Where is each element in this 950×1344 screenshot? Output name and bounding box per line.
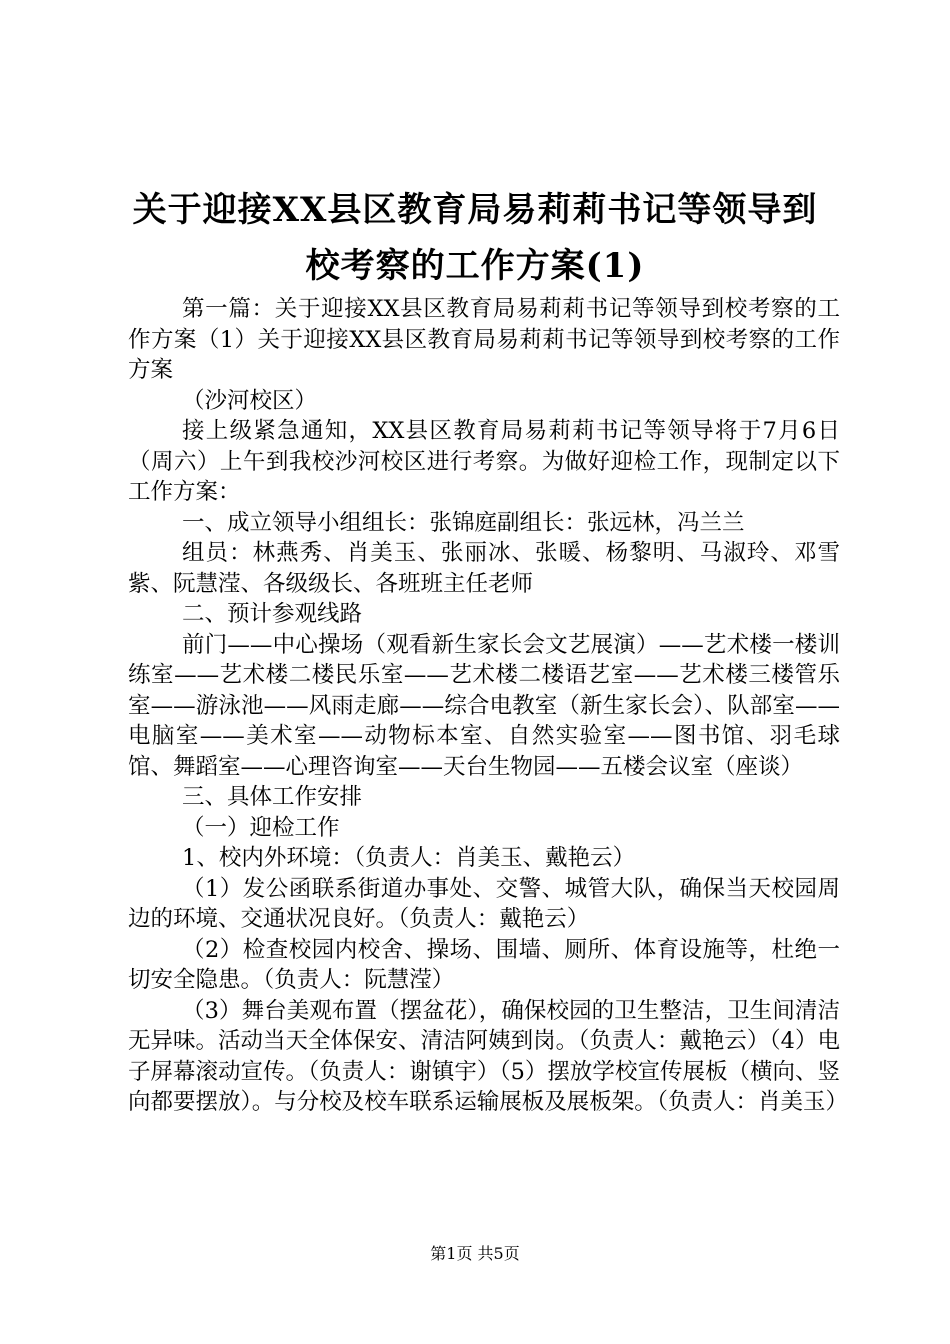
document-body — [128, 294, 849, 1118]
page-footer: 第1页 共5页 — [430, 1244, 520, 1263]
paragraph-intro: 第一篇：关于迎接XX县区教育局易莉莉书记等领导到校考察的工作方案（1）关于迎接XX县区教育局易莉莉书记等领导到校考察的工作方案 — [128, 296, 840, 383]
paragraph-item-2: （2）检查校园内校舍、操场、围墙、厕所、体育设施等，杜绝一切安全隐患。（负责人：阮慧滢） — [128, 936, 840, 993]
document-title-line-2: 校考察的工作方案(1) — [305, 246, 645, 286]
paragraph-item-1: （1）发公函联系街道办事处、交警、城管大队，确保当天校园周边的环境、交通状况良好。（负责人：戴艳云） — [128, 875, 840, 932]
document-title-line-1: 关于迎接XX县区教育局易莉莉书记等领导到 — [132, 190, 818, 230]
paragraph-leadership-group: 一、成立领导小组组长：张锦庭副组长：张远林，冯兰兰 — [182, 509, 745, 536]
paragraph-route: 前门——中心操场（观看新生家长会文艺展演）——艺术楼一楼训练室——艺术楼二楼民乐室——艺术楼二楼语艺室——艺术楼三楼管乐室——游泳池——风雨走廊——综合电教室（新生家长会）、队部室——电脑室——美术室——动物标本室、自然实验室——图书馆、羽毛球馆、舞蹈室——心理咨询室——天台生物园——五楼会议室（座谈） — [128, 631, 840, 780]
paragraph-item-3: （3）舞台美观布置（摆盆花），确保校园的卫生整洁，卫生间清洁无异味。活动当天全体保安、清洁阿姨到岗。（负责人：戴艳云）（4）电子屏幕滚动宣传。（负责人：谢镇宇）（5）摆放学校宣传展板（横向、竖向都要摆放）。与分校及校车联系运输展板及展板架。（负责人：肖美玉） — [128, 997, 849, 1115]
paragraph-members: 组员：林燕秀、肖美玉、张丽冰、张暖、杨黎明、马淑玲、邓雪紫、阮慧滢、各级级长、各班班主任老师 — [128, 540, 840, 597]
paragraph-environment: 1、校内外环境：（负责人：肖美玉、戴艳云） — [182, 845, 636, 871]
paragraph-campus: （沙河校区） — [182, 387, 318, 414]
paragraph-arrangement-heading: 三、具体工作安排 — [182, 784, 363, 810]
paragraph-notice: 接上级紧急通知，XX县区教育局易莉莉书记等领导将于7月6日（周六）上午到我校沙河校区进行考察。为做好迎检工作，现制定以下工作方案： — [128, 418, 840, 505]
paragraph-inspection-heading: （一）迎检工作 — [182, 814, 340, 841]
paragraph-route-heading: 二、预计参观线路 — [182, 601, 363, 627]
